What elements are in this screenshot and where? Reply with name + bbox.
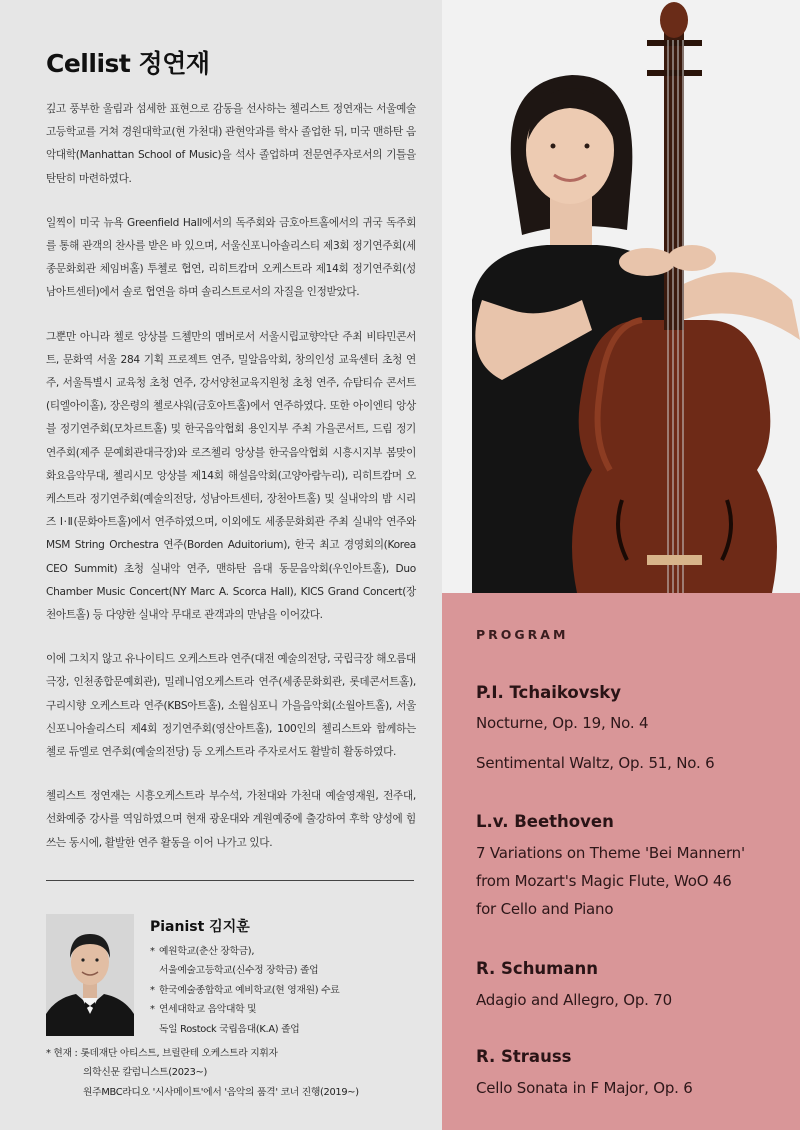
pianist-name: Pianist 김지훈 (150, 919, 250, 935)
list-item-text: 한국예술종합학교 예비학교(현 영재원) 수료 (159, 984, 340, 996)
list-item-text: 연세대학교 음악대학 및 (159, 1004, 257, 1016)
list-item (150, 1000, 339, 1039)
bio-paragraph: 이에 그치지 않고 유나이티드 오케스트라 연주(대전 예술의전당, 국립극장 해오름대극장, 인천종합문예회관), 밀레니엄오케스트라 연주(세종문화회관, 롯데콘서트홀), 구리시향 오케스트라 연주(KBS아트홀), 소월심포니 가을음악회(소월아트홀), 서울신포니아솔리스티 제4회 정기연주회(영산아트홀), 100인의 첼리스트와 함께하는 첼로 듀엘로 연주회(예술의전당) 등 오케스트라 주자로서도 활발히 활동하였다. (46, 653, 416, 759)
pianist-photo (46, 914, 134, 1036)
bullet: * (150, 1004, 155, 1016)
pianist-profile-list (150, 942, 339, 1039)
bio-paragraph: 첼리스트 정연재는 시흥오케스트라 부수석, 가천대와 가천대 예술영재원, 전주대, 선화예중 강사를 역임하였으며 현재 광운대와 계원예중에 출강하여 후학 양성에 힘쓰는 동시에, 활발한 연주 활동을 이어 나가고 있다. (46, 790, 416, 849)
composer-name: P.I. Tchaikovsky (476, 683, 622, 702)
list-item-text: 독일 Rostock 국립음대(K.A) 졸업 (159, 1023, 300, 1035)
bullet: * (150, 946, 155, 957)
composer-name: L.v. Beethoven (476, 812, 614, 831)
program-heading: PROGRAM (476, 627, 569, 642)
cellist-photo (442, 0, 800, 593)
composer-name: R. Strauss (476, 1047, 572, 1066)
bio-paragraph: 깊고 풍부한 울림과 섬세한 표현으로 감동을 선사하는 첼리스트 정연재는 서울예술고등학교를 거쳐 경원대학교(현 가천대) 관현악과를 학사 졸업한 뒤, 미국 맨하탄 음악대학(Manhattan School of Music)을 석사 졸업하며 전문연주자로서의 기틀을 탄탄히 마련하였다. (46, 103, 416, 185)
section-divider (46, 880, 414, 881)
current-item: 롯데재단 아티스트, 브릴란테 오케스트라 지휘자 (80, 1048, 278, 1059)
page-title: Cellist 정연재 (46, 49, 210, 78)
current-label: * 현재 : (46, 1048, 81, 1059)
work-title: Sentimental Waltz, Op. 51, No. 6 (476, 754, 715, 772)
pianist-current-positions (46, 1044, 359, 1102)
current-item: 의학신문 칼럼니스트(2023~) (83, 1067, 207, 1079)
program-panel (442, 593, 800, 1130)
bullet: * (150, 984, 155, 996)
work-title: Adagio and Allegro, Op. 70 (476, 991, 672, 1009)
work-title: 7 Variations on Theme 'Bei Mannern' from Mozart's Magic Flute, WoO 46 for Cello and Piano (476, 844, 745, 918)
composer-name: R. Schumann (476, 959, 599, 978)
list-item-text: 예원학교(춘산 장학금), (159, 946, 255, 957)
list-item-text: 서울예술고등학교(신수정 장학금) 졸업 (159, 965, 319, 977)
work-title: Nocturne, Op. 19, No. 4 (476, 714, 649, 732)
current-item: 원주MBC라디오 '시사메이트'에서 '음악의 품격' 코너 진행(2019~) (83, 1086, 359, 1098)
bio-paragraph: 그뿐만 아니라 첼로 앙상블 드첼만의 멤버로서 서울시립교향악단 주최 비타민콘서트, 문화역 서울 284 기획 프로젝트 연주, 밀알음악회, 창의인성 교육센터 초청 연주, 서울특별시 교육청 초청 연주, 강서양천교육지원청 초청 연주, 슈탐티슈 콘서트(티엘아이홀), 장은령의 첼로샤워(금호아트홀)에서 연주하였다. 또한 아이엔티 앙상블 정기연주회(모차르트홀) 및 한국음악협회 용인지부 주최 가을콘서트, 드림 정기연주회(제주 문예회관대극장)와 로즈첼리 앙상블 한국음악협회 시흥시지부 봄맞이 화요음악무대, 첼리시모 앙상블 제14회 해설음악회(고양아람누리), 리히트캄머 오케스트라 정기연주회(예술의전당, 성남아트센터, 장천아트홀) 및 실내악의 밤 시리즈 Ⅰ·Ⅱ(문화아트홀)에서 연주하였으며, 이외에도 세종문화회관 주최 실내악 연주와 MSM String Orchestra 연주(Borden Aduitorium), 한국 최고 경영회의(Korea CEO Summit) 초청 실내악 연주, 맨하탄 음대 동문음악회(우인아트홀), Duo Chamber Music Concert(NY Marc A. Scorca Hall), KICS Grand Concert(장천아트홀) 등 다양한 실내악 무대로 관객과의 만남을 이어갔다. (46, 330, 416, 622)
list-item (150, 942, 339, 981)
bio-paragraph: 일찍이 미국 뉴욕 Greenfield Hall에서의 독주회와 금호아트홀에서의 귀국 독주회를 통해 관객의 찬사를 받은 바 있으며, 서울신포니아솔리스티 제3회 정기연주회(세종문화회관 체임버홀) 투첼로 협연, 리히트캄머 오케스트라 제14회 정기연주회(성남아트센터)에서 솔로 협연을 하며 솔리스트로서의 자질을 인정받았다. (46, 216, 416, 299)
biography-text (46, 98, 416, 876)
work-title: Cello Sonata in F Major, Op. 6 (476, 1079, 693, 1097)
list-item (150, 981, 339, 1000)
